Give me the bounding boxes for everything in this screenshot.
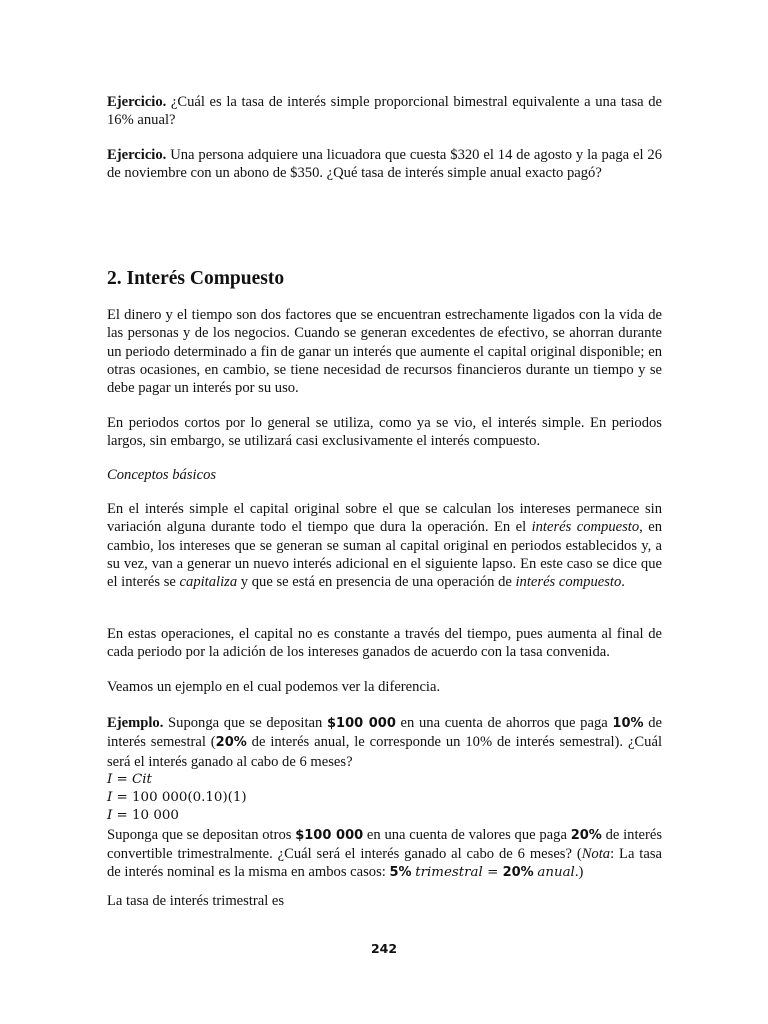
p3-text-g: . (621, 574, 625, 591)
eq2-rhs: 100 000(0.10)(1) (132, 790, 247, 806)
eq1-lhs: I (107, 771, 113, 787)
example-trimestral: trimestral (415, 865, 483, 881)
paragraph-4: En estas operaciones, el capital no es constante a través del tiempo, pues aumenta al final de cada periodo por la adición de los intereses ganados de acuerdo con la tasa convenida. (107, 626, 662, 661)
p3-italic-d: capitaliza (179, 574, 238, 591)
example-rate-20b: 20% (570, 827, 602, 843)
exercise-1-label: Ejercicio. (107, 94, 167, 110)
example-anual: anual (537, 865, 575, 881)
equation-2: I = 100 000(0.10)(1) (107, 790, 247, 806)
eq1-rhs: Cit (132, 771, 152, 787)
example-t3: de interés semestral ( (107, 715, 662, 751)
example-nota: Nota (581, 846, 611, 863)
example-u2: en una cuenta de valores que paga (363, 826, 571, 843)
example-t1: Suponga que se depositan (163, 715, 327, 731)
eq3-lhs: I (107, 808, 113, 824)
example-paragraph-2: Suponga que se depositan otros $100 000 en una cuenta de valores que paga 20% de interés convertible trimestralmente. ¿Cuál será el interés ganado al cabo de 6 meses? (Nota: La tasa de interés nominal es la misma en ambos casos: 5% trimestral = 20% anual.) (107, 826, 662, 881)
example-u1: Suponga que se depositan otros (107, 826, 296, 843)
example-block (107, 714, 662, 883)
p3-text-c: , en cambio, los intereses que se generan se suman al capital original en periodos establecidos y, a su vez, van a generar un nuevo interés adicional en el siguiente lapso. En este caso se dice que el interés se (107, 519, 663, 591)
last-line: La tasa de interés trimestral es (107, 893, 285, 909)
example-u4: : La tasa de interés nominal es la misma en ambos casos: (107, 846, 662, 881)
example-label: Ejemplo. (107, 715, 164, 731)
example-paragraph (107, 714, 662, 771)
p3-text-a: En el interés simple el capital original sobre el que se calculan los intereses permanece sin variación alguna durante todo el tiempo que dura la operación. En el (107, 501, 662, 536)
example-rate-20: 20% (215, 735, 247, 751)
exercise-2-text: Una persona adquiere una licuadora que cuesta $320 el 14 de agosto y la paga el 26 de noviembre con un abono de $350. ¿Qué tasa de interés simple anual exacto pagó? (107, 147, 663, 182)
p3-italic-f: interés compuesto (515, 574, 622, 591)
p3-text-e: y que se está en presencia de una operación de (237, 574, 516, 591)
paragraph-5: Veamos un ejemplo en el cual podemos ver la diferencia. (107, 679, 441, 695)
exercise-2 (107, 146, 662, 183)
example-t4: de interés anual, le corresponde un 10% de interés semestral). ¿Cuál será el interés ganado al cabo de 6 meses? (107, 734, 662, 770)
example-amount-2: $100 000 (295, 827, 364, 843)
paragraph-2: En periodos cortos por lo general se utiliza, como ya se vio, el interés simple. En periodos largos, sin embargo, se utilizará casi exclusivamente el interés compuesto. (107, 415, 662, 450)
equation-3: I = 10 000 (107, 808, 179, 824)
exercise-1-text: ¿Cuál es la tasa de interés simple proporcional bimestral equivalente a una tasa de 16% anual? (107, 94, 662, 129)
section-title: 2. Interés Compuesto (107, 268, 285, 289)
p3-italic-b: interés compuesto (531, 519, 640, 536)
equation-1: I = Cit (107, 771, 152, 787)
exercise-2-label: Ejercicio. (107, 147, 167, 163)
eq3-rhs: 10 000 (132, 808, 179, 824)
example-rate-10: 10% (612, 716, 644, 731)
exercise-1 (107, 93, 662, 130)
example-u3: de interés convertible trimestralmente. ¿Cuál será el interés ganado al cabo de 6 meses? ( (107, 826, 662, 863)
subheading (107, 466, 662, 484)
paragraph-1: El dinero y el tiempo son dos factores que se encuentran estrechamente ligados con la vida de las personas y de los negocios. Cuando se generan excedentes de efectivo, se ahorran durante un periodo determinado a fin de ganar un interés que aumente el capital original disponible; en otras ocasiones, en cambio, se tiene necesidad de recursos financieros durante un tiempo y se debe pagar un interés por su uso. (107, 307, 662, 397)
paragraph-3 (107, 500, 662, 591)
example-rate-20c: 20% (502, 865, 534, 881)
example-amount: $100 000 (327, 716, 396, 731)
eq2-lhs: I (107, 790, 113, 806)
subheading-text: Conceptos básicos (107, 467, 217, 483)
example-t2: en una cuenta de ahorros que paga (395, 715, 613, 731)
example-u5: .) (574, 864, 584, 881)
example-rate-5: 5% (389, 865, 412, 881)
page-number: 242 (370, 941, 398, 956)
